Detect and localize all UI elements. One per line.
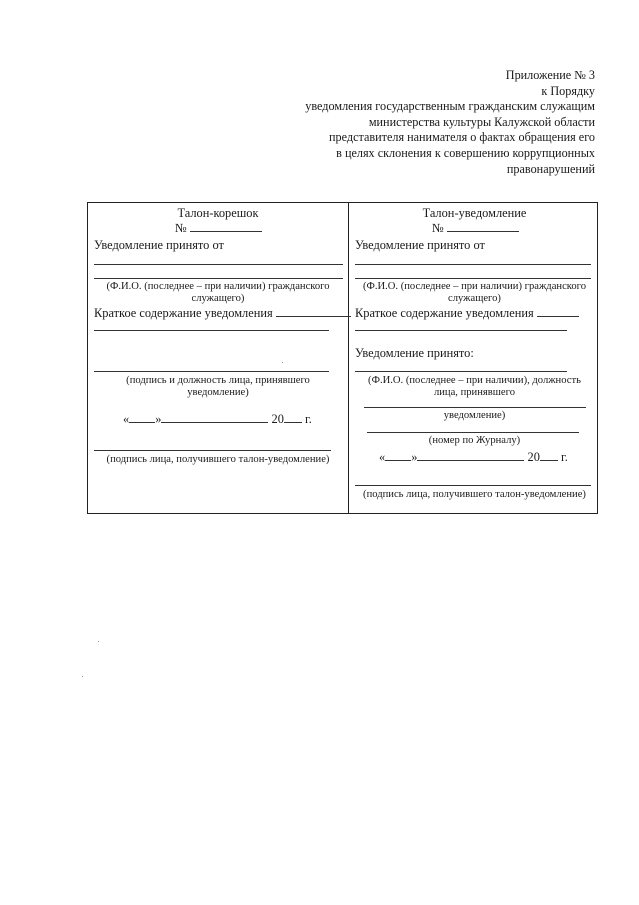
header-line-ministry: министерства культуры Калужской области: [368, 114, 595, 129]
stub-signature-caption-1: (подпись и должность лица, принявшего: [126, 375, 310, 386]
notification-fio-line-2[interactable]: [355, 278, 591, 279]
header-line-notification: уведомления государственным гражданским служащим: [305, 99, 595, 114]
header-line-employer: представителя нанимателя о фактах обращения его: [329, 130, 595, 145]
header-line-to-order: к Порядку: [541, 83, 595, 98]
stub-summary-label: Краткое содержание уведомления: [94, 306, 273, 320]
header-line-offenses: правонарушений: [506, 161, 595, 176]
stub-received-from: Уведомление принято от: [94, 238, 224, 252]
stub-fio-line-1[interactable]: [94, 264, 343, 265]
notification-accepted-caption-1: (Ф.И.О. (последнее – при наличии), должность: [368, 375, 581, 386]
notification-title: Талон-уведомление: [422, 206, 527, 220]
stub-number-label: №: [175, 221, 187, 235]
notification-receiver-line[interactable]: [355, 485, 591, 486]
header-line-appendix-number: Приложение № 3: [505, 68, 595, 82]
stub-number: [175, 220, 262, 235]
notification-date-open-quote: «: [379, 450, 386, 464]
stub-summary-field[interactable]: [276, 305, 351, 317]
stub-summary: [94, 305, 351, 320]
notification-date-day-field[interactable]: [385, 449, 411, 461]
stub-date-open-quote: «: [123, 412, 130, 426]
stub-fio-caption-2: служащего): [191, 293, 245, 304]
notification-accepted-line-2[interactable]: [364, 407, 586, 408]
notification-journal-caption: (номер по Журналу): [428, 435, 521, 446]
scan-speck: [282, 362, 283, 363]
stub-date-suffix: г.: [305, 412, 312, 426]
notification-summary-field[interactable]: [537, 305, 579, 317]
stub-fio-caption-1: (Ф.И.О. (последнее – при наличии) гражданского: [106, 281, 330, 292]
notification-accepted-line[interactable]: [355, 371, 567, 372]
stub-date-year-field[interactable]: [284, 411, 302, 423]
notification-date: [379, 449, 568, 464]
scan-speck: [98, 641, 99, 642]
header-line-purpose: в целях склонения к совершению коррупционных: [336, 145, 595, 160]
notification-journal-line[interactable]: [367, 432, 579, 433]
stub-title: Талон-корешок: [177, 206, 259, 220]
notification-date-year-field[interactable]: [540, 449, 558, 461]
notification-accepted-label: Уведомление принято:: [355, 346, 474, 360]
notification-accepted-caption-3: уведомление): [443, 410, 506, 421]
notification-fio-caption-2: служащего): [448, 293, 501, 304]
stub-date-month-field[interactable]: [161, 411, 268, 423]
notification-summary: [355, 305, 579, 320]
notification-receiver-caption: (подпись лица, получившего талон-уведомление): [363, 489, 586, 500]
stub-ticket: [88, 203, 348, 513]
appendix-header: [215, 68, 595, 177]
notification-date-suffix: г.: [561, 450, 568, 464]
stub-date-close-quote: »: [155, 412, 162, 426]
stub-receiver-line[interactable]: [94, 450, 331, 451]
ticket-form-frame: [87, 202, 598, 514]
stub-number-field[interactable]: [190, 220, 262, 232]
notification-summary-label: Краткое содержание уведомления: [355, 306, 534, 320]
notification-number-field[interactable]: [447, 220, 519, 232]
notification-date-month-field[interactable]: [417, 449, 524, 461]
scan-speck: [82, 676, 83, 677]
notification-ticket: [350, 203, 599, 513]
stub-date-day-field[interactable]: [129, 411, 155, 423]
stub-fio-line-2[interactable]: [94, 278, 343, 279]
notification-received-from: Уведомление принято от: [355, 238, 485, 252]
stub-date: [123, 411, 312, 426]
stub-receiver-caption: (подпись лица, получившего талон-уведомление): [106, 454, 330, 465]
stub-summary-line[interactable]: [94, 330, 329, 331]
stub-signature-caption-2: уведомление): [187, 387, 249, 398]
notification-date-close-quote: »: [411, 450, 418, 464]
tear-line-divider: [348, 203, 349, 513]
stub-date-year-prefix: 20: [271, 412, 284, 426]
notification-summary-line[interactable]: [355, 330, 567, 331]
stub-signature-line[interactable]: [94, 371, 329, 372]
notification-date-year-prefix: 20: [527, 450, 540, 464]
notification-number: [432, 220, 519, 235]
notification-fio-caption-1: (Ф.И.О. (последнее – при наличии) гражданского: [362, 281, 587, 292]
notification-number-label: №: [432, 221, 444, 235]
notification-fio-line-1[interactable]: [355, 264, 591, 265]
notification-accepted-caption-2: лица, принявшего: [433, 387, 516, 398]
